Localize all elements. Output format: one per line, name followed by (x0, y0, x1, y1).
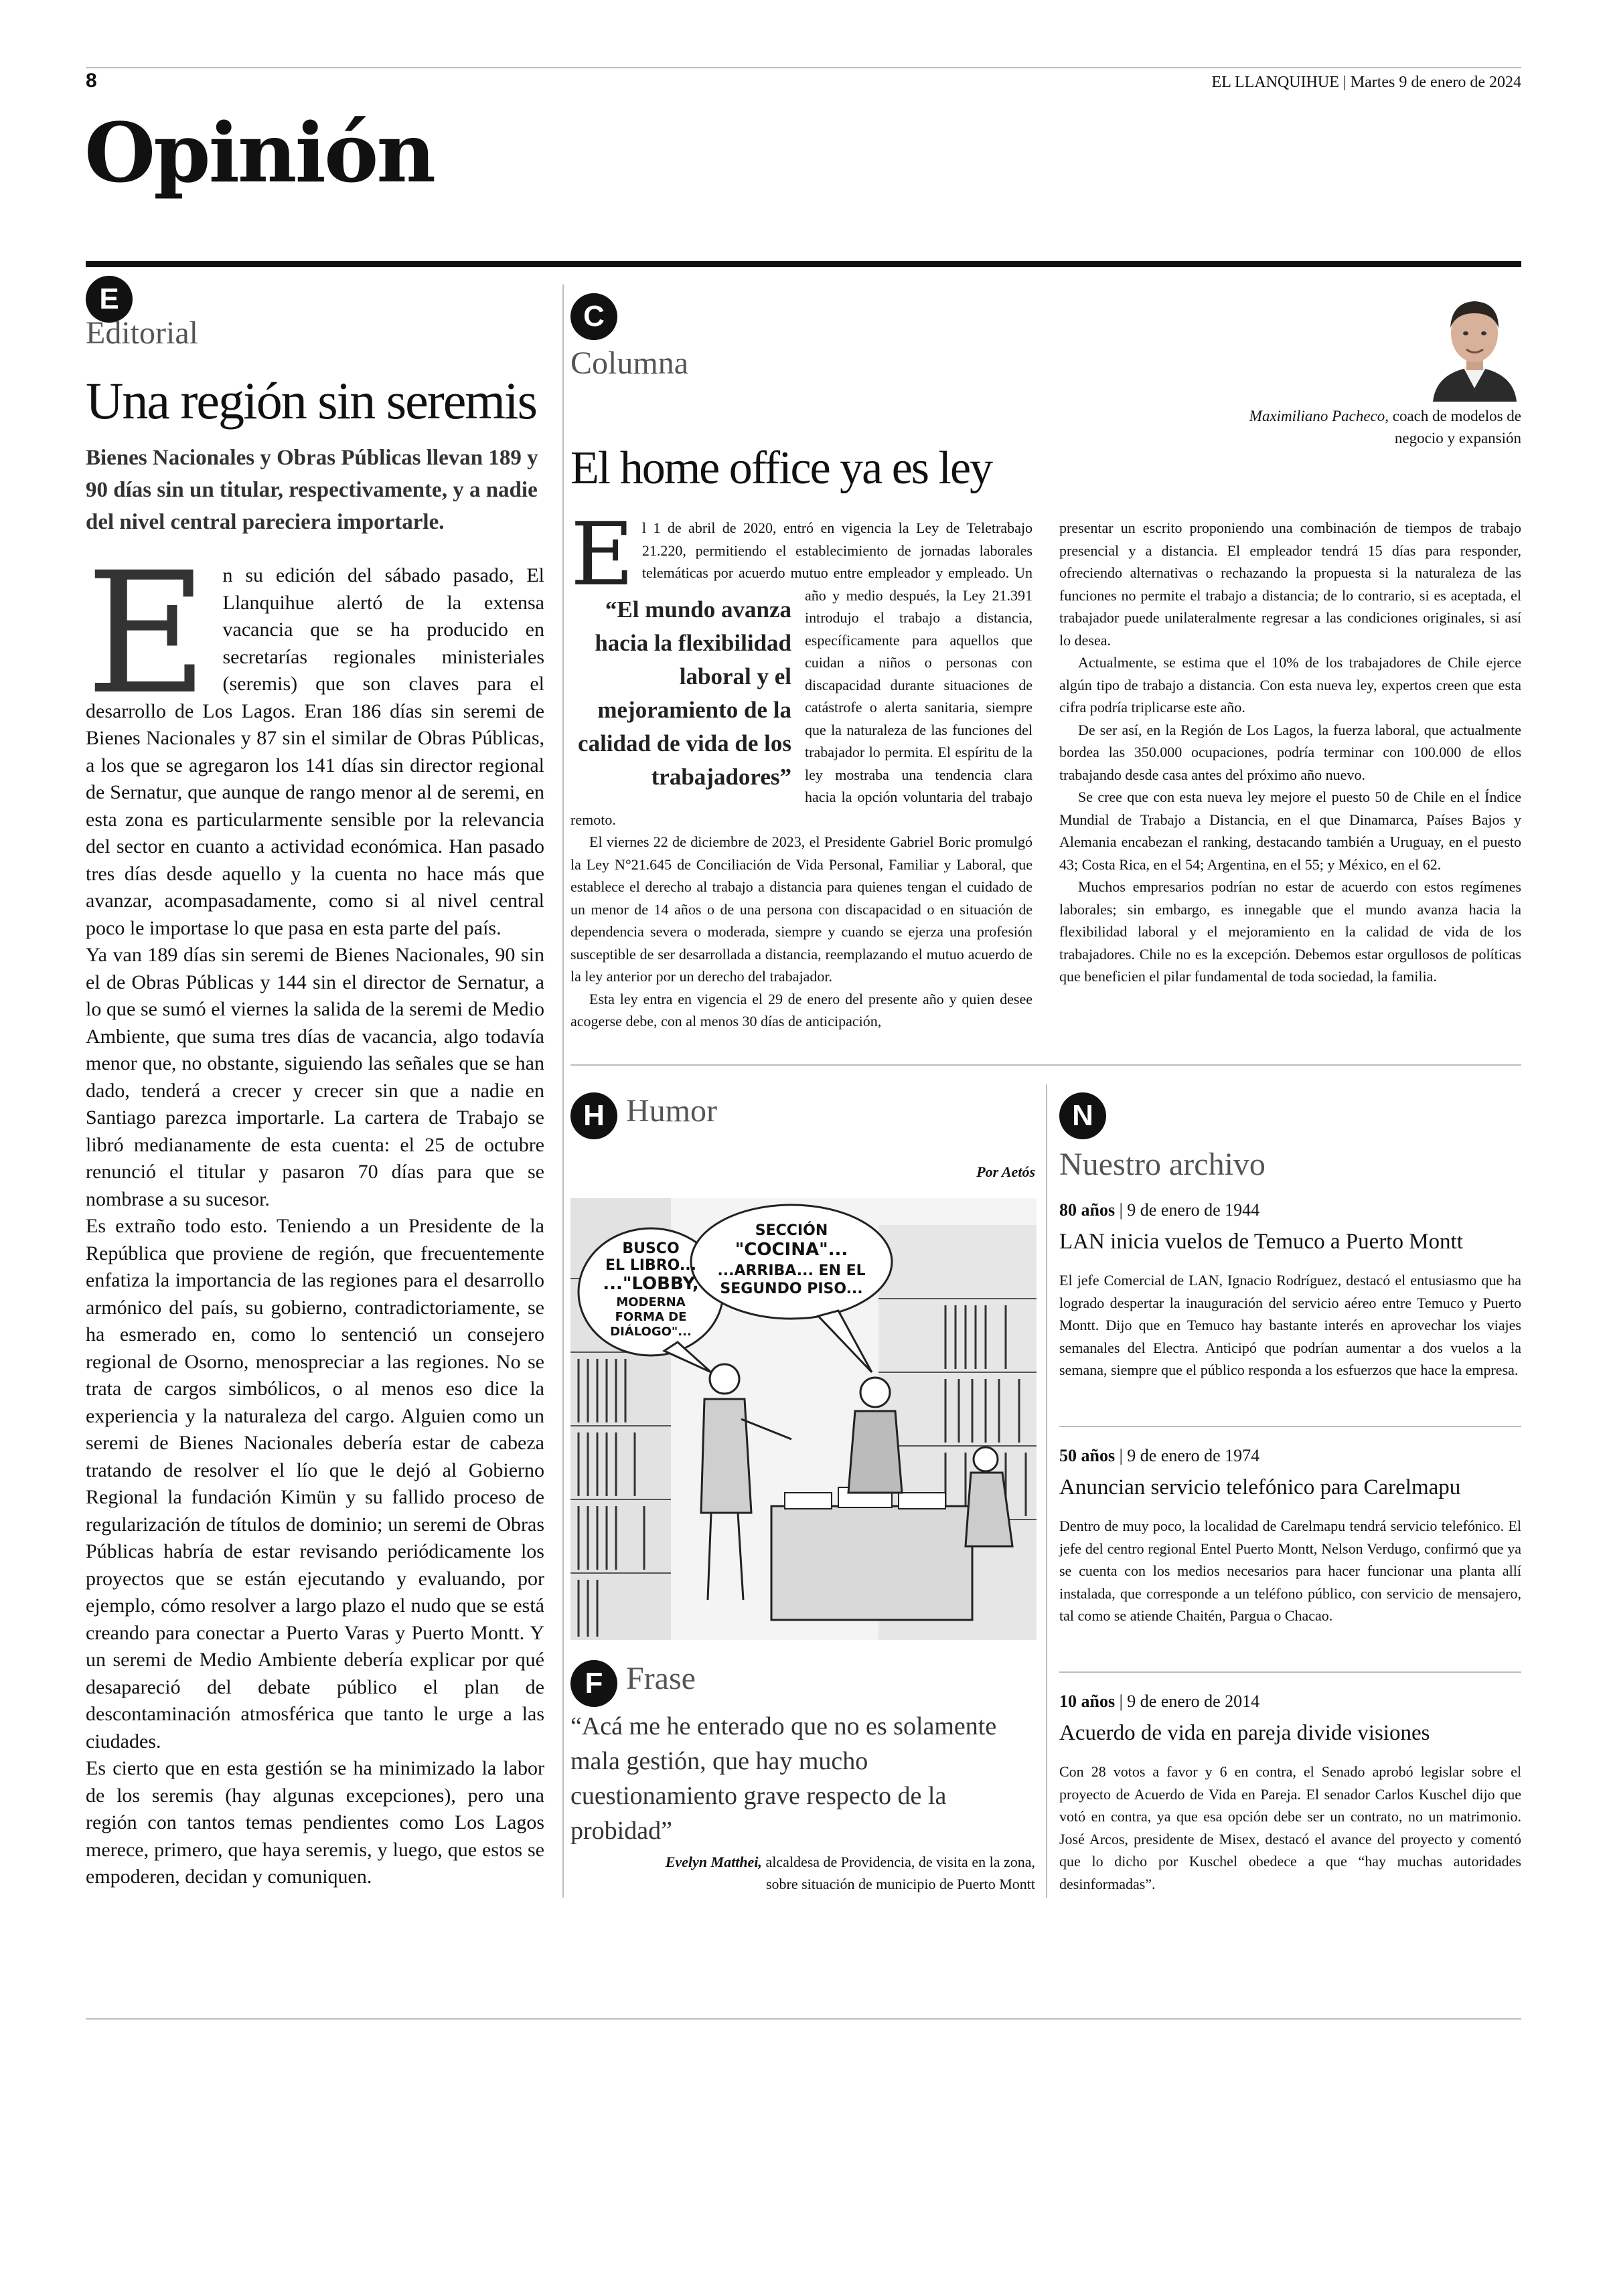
column-drop-cap: E (570, 503, 634, 605)
header-top-rule (86, 67, 1521, 68)
archive-item-2-date: 9 de enero de 1974 (1127, 1446, 1260, 1465)
archive-divider-2 (1059, 1671, 1521, 1673)
column-headline: El home office ya es ley (570, 442, 992, 494)
bubble-left-line-1: BUSCO (622, 1240, 680, 1257)
editorial-paragraph-2: Ya van 189 días sin seremi de Bienes Nacionales, 90 sin el de Obras Públicas y 144 sin el director de Sernatur, a lo que se sumó el viernes la salida de la seremi de Medio Ambiente, que suma tres días de vacancia, algo todavía menor que, no obstante, siguiendo las señales que se han dado, tenderá a crecer y crecer sin que a nadie en Santiago parezca importarle. La cartera de Trabajo se libró medianamente de esta cuenta: el 25 de octubre renunció el titular y pasaron 70 días para que se nombrase a su sucesor. (86, 944, 544, 1210)
editorial-column-divider (562, 284, 564, 1898)
editorial-paragraph-3: Es extraño todo esto. Teniendo a un Presidente de la República que proviene de región, que frecuentemente enfatiza la importancia de las regiones para el desarrollo armónico del país, su gobierno, contradictoriamente, se ha esmerado en, como lo sentenció un consejero regional de Osorno, menospreciar a las regiones. No se trata de cargos simbólicos, o al menos eso dice la experiencia y la naturaleza del cargo. Alguien como un seremi de Bienes Nacionales debería estar de cabeza tratando de resolver el lío que le dejó al Gobierno Regional la fundación Kimün y su fallido proceso de regularización de títulos de dominio; un seremi de Obras Públicas habría de estar revisando periódicamente los proyectos que se están ejecutando y evaluando, por ejemplo, cómo resolver a largo plazo el nudo que se está creando para conectar a Puerto Varas y Puerto Montt. Y un seremi de Medio Ambiente debería explicar por qué desapareció del debate público el plan de descontaminación atmosférica que tanto le urge a las ciudades. (86, 1215, 544, 1752)
newspaper-name: EL LLANQUIHUE (1211, 74, 1339, 91)
humor-byline: Por Aetós (976, 1163, 1035, 1180)
column-badge: C (570, 293, 617, 340)
column-paragraph-8: Muchos empresarios podrían no estar de acuerdo con estos regímenes laborales; sin embargo, es innegable que el mundo avanza hacia la flexibilidad laboral y el mejoramiento en la calidad de vida de los trabajadores. Chile no es la excepción. Debemos estar orgullosos de políticas que beneficien el pilar fundamental de toda sociedad, la familia. (1059, 878, 1521, 985)
column-paragraph-4: presentar un escrito proponiendo una combinación de tiempos de trabajo presencial y a distancia. El empleador tendrá 15 días para responder, ofreciendo alternativas o rechazando la propuesta si la naturaleza de las funciones no permite el trabajo a distancia; de lo contrario, si es aceptada, el trabajador puede unilateralmente regresar a las condiciones originales, si así lo desea. (1059, 519, 1521, 649)
archive-item-3-date: 9 de enero de 2014 (1127, 1692, 1260, 1711)
frase-source (637, 1851, 1035, 1895)
archive-label: Nuestro archivo (1059, 1147, 1266, 1182)
column-body-left (570, 503, 1032, 1033)
frase-source-detail: alcaldesa de Providencia, de visita en la zona, sobre situación de municipio de Puerto Montt (765, 1854, 1035, 1892)
column-label: Columna (570, 345, 688, 381)
column-paragraph-6: De ser así, en la Región de Los Lagos, la fuerza laboral, que actualmente bordea las 350.000 ocupaciones, podría terminar con 100.000 de ellos trabajando desde casa antes del próximo año nuevo. (1059, 721, 1521, 783)
bubble-left-line-6: DIÁLOGO"... (610, 1325, 692, 1339)
column-pull-quote: “El mundo avanza hacia la flexibilidad laboral y el mejoramiento de la calidad de vida de los trabajadores” (578, 596, 791, 790)
bubble-left-line-4: MODERNA (616, 1295, 686, 1309)
archive-item-2-dateline: 50 años | 9 de enero de 1974 (1059, 1446, 1260, 1465)
humor-label: Humor (626, 1093, 717, 1129)
archive-item-2 (1059, 1446, 1521, 1627)
author-portrait (1426, 288, 1523, 402)
bubble-right-line-4: SEGUNDO PISO... (720, 1281, 863, 1297)
archive-item-1-dateline: 80 años | 9 de enero de 1944 (1059, 1200, 1260, 1220)
editorial-headline: Una región sin seremis (86, 372, 537, 430)
bubble-right-line-3: ...ARRIBA... EN EL (717, 1262, 866, 1279)
frase-quote: “Acá me he enterado que no es solamente mala gestión, que hay mucho cuestionamiento grave respecto de la probidad” (570, 1712, 997, 1845)
editorial-label: Editorial (86, 315, 198, 351)
archive-item-1 (1059, 1200, 1521, 1382)
column-paragraph-1: l 1 de abril de 2020, entró en vigencia la Ley de Teletrabajo 21.220, permitiendo el establecimiento de jornadas laborales telemáticas por acuerdo mutuo entre empleador y empleado. Un año y medio después, la Ley 21.391 introdujo el trabajo a distancia, específicamente para aquellos que cuidan a niños o personas con discapacidad durante situaciones de catástrofe o alerta sanitaria, siempre que la naturaleza de las funciones del trabajador lo permita. El espíritu de la ley mostraba una tendencia clara hacia la opción voluntaria del trabajo remoto. (570, 519, 1032, 828)
archive-item-3-years: 10 años (1059, 1692, 1116, 1711)
bubble-left-line-5: FORMA DE (615, 1310, 687, 1324)
page-number: 8 (86, 70, 97, 92)
editorial-deck: Bienes Nacionales y Obras Públicas llevan 189 y 90 días sin un titular, respectivamente, y a nadie del nivel central pareciera importarle. (86, 446, 538, 534)
bubble-left-line-3: ..."LOBBY, (603, 1274, 699, 1294)
masthead-separator: | (1343, 74, 1351, 91)
editorial-badge: E (86, 276, 133, 323)
column-paragraph-7: Se cree que con esta nueva ley mejore el puesto 50 de Chile en el Índice Mundial de Trabajo a Distancia, en el que Dinamarca, Países Bajos y Alemania encabezan el ranking, destacando también a Uruguay, en el puesto 43; Costa Rica, en el 54; Argentina, en el 55; y México, en el 62. (1059, 789, 1521, 873)
masthead (1212, 74, 1521, 92)
pull-quote-box (570, 593, 791, 797)
editorial-drop-cap: E (86, 536, 208, 731)
issue-date: Martes 9 de enero de 2024 (1350, 74, 1521, 91)
frase-source-name: Evelyn Matthei, (665, 1854, 762, 1870)
archive-item-1-body: El jefe Comercial de LAN, Ignacio Rodríguez, destacó el entusiasmo que ha logrado despertar la inauguración del servicio aéreo entre Temuco y Puerto Montt. Dijo que en Temuco hay bastante interés en aprovechar los viajes semanales del Electra. Anticipó que podrían aumentar a dos vuelos a la semana, siempre que el público responda a los esfuerzos que hace la empresa. (1059, 1272, 1521, 1378)
bubble-right-line-2: "COCINA"... (735, 1240, 848, 1260)
footer-rule (86, 2018, 1521, 2020)
archive-badge: N (1059, 1092, 1106, 1139)
archive-divider-1 (1059, 1426, 1521, 1427)
archive-item-3-headline: Acuerdo de vida en pareja divide visiones (1059, 1721, 1430, 1745)
archive-item-2-years: 50 años (1059, 1446, 1116, 1465)
editorial-paragraph-1: n su edición del sábado pasado, El Llanquihue alertó de la extensa vacancia que se ha producido en secretarías regionales ministeriales (seremis) que son claves para el desarrollo de Los Lagos. Eran 186 días sin seremi de Bienes Nacionales y 87 sin el similar de Obras Públicas, a los que se agregaron los 141 días sin director regional de Sernatur, que aunque de rango menor al de seremi, en esta zona es particularmente sensible por la relevancia del sector en cuanto a actividad económica. Han pasado tres días desde aquello y la cuenta no hace más que avanzar, acompasadamente, como si al nivel central poco le importase lo que pasa en esta parte del país. (86, 564, 544, 939)
column-bottom-rule (570, 1064, 1521, 1066)
archive-item-3-dateline: 10 años | 9 de enero de 2014 (1059, 1692, 1260, 1711)
column-paragraph-2: El viernes 22 de diciembre de 2023, el Presidente Gabriel Boric promulgó la Ley N°21.645 de Conciliación de Vida Personal, Familiar y Laboral, que establece el derecho al trabajo a distancia para quienes tengan el cuidado de un menor de 14 años o de una persona con discapacidad o en situación de dependencia severa o moderada, siempre y cuando se ejerza una profesión susceptible de ser desarrollada a distancia, reemplazando el mutuo acuerdo de la ley anterior por un derecho del trabajador. (570, 833, 1032, 985)
archive-item-2-headline: Anuncian servicio telefónico para Carelmapu (1059, 1475, 1461, 1499)
archive-item-1-years: 80 años (1059, 1200, 1116, 1220)
editorial-paragraph-4: Es cierto que en esta gestión se ha minimizado la labor de los seremis (hay algunas excepciones), pero una región con tantos temas pendientes como Los Lagos merece, primero, que haya seremis, y luego, que estos se empoderen, decidan y comuniquen. (86, 1757, 544, 1888)
column-author-role: coach de modelos de negocio y expansión (1392, 408, 1521, 446)
bubble-right-line-1: SECCIÓN (755, 1222, 828, 1239)
column-paragraph-3: Esta ley entra en vigencia el 29 de enero del presente año y quien desee acogerse debe, con al menos 30 días de anticipación, (570, 990, 1032, 1030)
cartoon-counter (771, 1487, 972, 1620)
editorial-body (86, 536, 544, 1891)
frase-label: Frase (626, 1661, 696, 1696)
frase-badge: F (570, 1660, 617, 1707)
section-title: Opinión (84, 104, 435, 201)
archive-column-divider (1046, 1084, 1047, 1898)
archive-item-2-body: Dentro de muy poco, la localidad de Carelmapu tendrá servicio telefónico. El jefe del centro regional Entel Puerto Montt, Nelson Verdugo, confirmó que ya se cuenta con los medios necesarios para hacer funcionar una planta allí instalada, que corresponde a un teléfono público, con servicio de mensajero, tal como se atiende Chaitén, Pargua o Chacao. (1059, 1518, 1521, 1624)
column-author (1240, 405, 1521, 449)
bubble-left-line-2: EL LIBRO... (605, 1257, 696, 1274)
humor-badge: H (570, 1092, 617, 1139)
archive-item-3-body: Con 28 votos a favor y 6 en contra, el Senado aprobó legislar sobre el proyecto de Acuerdo de Vida en Pareja. El senador Carlos Kuschel dijo que votó en contra, ya que esa opción debe ser un contrato, no un matrimonio. José Arcos, presidente de Misex, destacó el avance del proyecto y comentó que lo dicho por Kuschel obedece a que “hay muchas autoridades desinformadas”. (1059, 1763, 1521, 1892)
header-thick-rule (86, 261, 1521, 267)
archive-item-1-date: 9 de enero de 1944 (1127, 1200, 1260, 1220)
archive-item-1-headline: LAN inicia vuelos de Temuco a Puerto Montt (1059, 1230, 1463, 1254)
humor-cartoon (570, 1198, 1037, 1640)
column-body-right (1059, 517, 1521, 988)
column-paragraph-5: Actualmente, se estima que el 10% de los trabajadores de Chile ejerce algún tipo de trabajo a distancia. Con esta nueva ley, expertos creen que esta cifra podría triplicarse este año. (1059, 654, 1521, 716)
column-author-name: Maximiliano Pacheco, (1249, 408, 1389, 424)
archive-item-3 (1059, 1692, 1521, 1895)
